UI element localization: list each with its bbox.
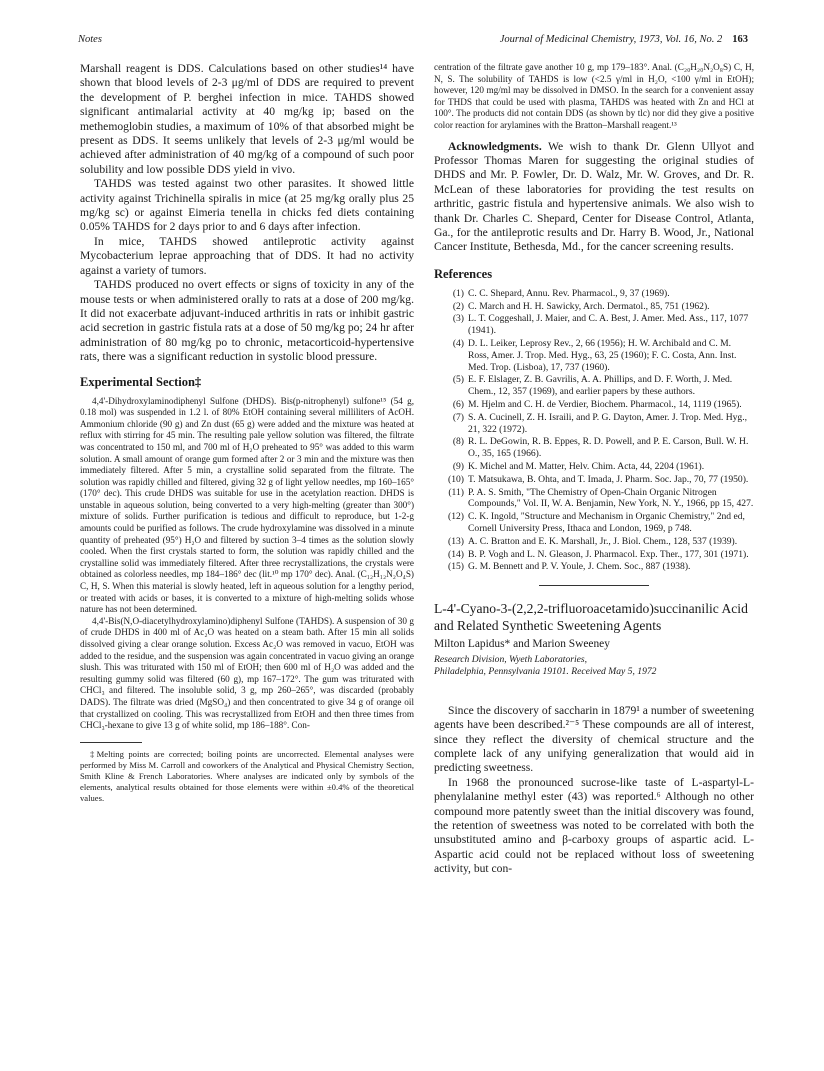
reference-item: (9) K. Michel and M. Matter, Helv. Chim. Acta, 44, 2204 (1961). <box>452 460 705 472</box>
references-list <box>434 288 754 573</box>
reference-item: (10) T. Matsukawa, B. Ohta, and T. Imada, J. Pharm. Soc. Jap., 70, 77 (1950). <box>448 473 749 485</box>
authors: Milton Lapidus* and Marion Sweeney <box>434 638 610 651</box>
section-label: Notes <box>78 34 102 45</box>
reference-item: (2) C. March and H. H. Sawicky, Arch. Dermatol., 85, 751 (1962). <box>452 300 710 312</box>
article-title: L-4'-Cyano-3-(2,2,2-trifluoroacetamido)succinanilic Acid and Related Synthetic Sweetening Agents <box>434 601 748 634</box>
article-separator <box>539 585 649 586</box>
reference-item: (14) B. P. Vogh and L. N. Gleason, J. Pharmacol. Exp. Ther., 177, 301 (1971). <box>448 548 749 560</box>
continuation-paragraph: centration of the filtrate gave another 10 g, mp 179–183°. Anal. (C₂₀H₂₀N₂O₈S) C, H, N, S. The solubility of TAHDS is low (<2.5 γ/ml in H₂O, <100 γ/ml in EtOH); however, 120 mg/ml may be dissolved in DMSO. In the search for a convenient assay for THDS that could be used with plasma, TAHDS was heated with Zn and HCl at 100°. The products did not contain DDS (as shown by tlc) nor did they give a positive color reaction for arylamines with the Bratton–Marshall reagent.¹³ <box>434 62 754 130</box>
paragraph: In mice, TAHDS showed antileprotic activity against Mycobacterium leprae approaching that of DDS. It had no activity against a variety of tumors. <box>80 234 414 277</box>
reference-item: (8) R. L. DeGowin, R. B. Eppes, R. D. Powell, and P. E. Carson, Bull. W. H. O., 35, 165 (1966). <box>452 436 749 460</box>
experimental-heading: Experimental Section‡ <box>80 374 202 389</box>
reference-item: (12) C. K. Ingold, "Structure and Mechanism in Organic Chemistry," 2nd ed, Cornell University Press, Ithaca and London, 1969, p 748. <box>448 511 745 534</box>
paragraph: TAHDS produced no overt effects or signs of toxicity in any of the mouse tests or when administered orally to rats at a dose of 200 mg/kg. It did not exacerbate adjuvant-induced arthritis in rats or inhibit gastric acid secretion in gastric fistula rats at a dose of 50 mg/kg po; 24 hr after administration of 80 mg/kg po to chronic, metacorticoid-hypertensive rats, there was a significant reduction in systolic blood pressure. <box>80 278 414 364</box>
acknowledgments <box>434 140 754 255</box>
page-number: 163 <box>732 34 748 45</box>
reference-item: (3) L. T. Coggeshall, J. Maier, and C. A. Best, J. Amer. Med. Ass., 117, 1077 (1941). <box>452 313 749 337</box>
journal-citation <box>500 34 748 45</box>
footnote-rule <box>80 742 142 743</box>
affiliation: Research Division, Wyeth Laboratories, Philadelphia, Pennsylvania 19101. Received May 5, 1972 <box>434 654 657 677</box>
reference-item: (1) C. C. Shepard, Annu. Rev. Pharmacol., 9, 37 (1969). <box>452 287 670 299</box>
acknowledgments-heading: Acknowledgments. <box>448 139 542 153</box>
right-column <box>434 62 754 877</box>
article-paragraph: In 1968 the pronounced sucrose-like taste of L-aspartyl-L-phenylalanine methyl ester (43) was reported.⁶ Although no other compound more patently sweet than the initial discovery was found, the retention of sweetness was noted to be correlated with both the unsubstituted amino and β-carboxy groups of aspartic acid. L-Aspartic acid could not be replaced without loss of sweetening activity, but con- <box>434 775 754 876</box>
journal-name: Journal of Medicinal Chemistry, 1973, Vol. 16, No. 2 <box>499 34 723 45</box>
reference-item: (6) M. Hjelm and C. H. de Verdier, Biochem. Pharmacol., 14, 1119 (1965). <box>452 398 742 410</box>
reference-item: (15) G. M. Bennett and P. V. Youle, J. Chem. Soc., 887 (1938). <box>448 561 691 573</box>
reference-item: (13) A. C. Bratton and E. K. Marshall, Jr., J. Biol. Chem., 128, 537 (1939). <box>448 535 738 547</box>
paragraph: Marshall reagent is DDS. Calculations based on other studies¹⁴ have shown that blood levels of 2-3 μg/ml of DDS are required to prevent the development of P. berghei infection in mice. TAHDS showed significant antimalarial activity at 40 mg/kg ip; based on the methemoglobin studies, a maximum of 10% of that absorbed might be present as DDS. It seems unlikely that levels of 2-3 μg/ml would be achieved after administration of 40 mg/kg of a compound of such poor solubility and low possible DDS yield in vivo. <box>80 62 414 176</box>
acknowledgments-text: We wish to thank Dr. Glenn Ullyot and Professor Thomas Maren for suggesting the original studies of DHDS and Mr. P. Fowler, Dr. D. Walz, Mr. W. Groves, and Dr. R. McLean of these laboratories for providing the test results on arthritic, gastric fistula and hypertensive animals. We also wish to thank Dr. Charles C. Shepard, Center for Disease Control, Atlanta, Ga., for the antileprotic results and Dr. Harry B. Wood, Jr., National Cancer Institute, Bethesda, Md., for the cancer screening results. <box>434 139 754 254</box>
article-paragraph: Since the discovery of saccharin in 1879¹ a number of sweetening agents have been described.²⁻⁵ These compounds are all of interest, since they reflect the diversity of chemical structure and the complete lack of any unifying generalization that would aid in predicting sweetness. <box>434 703 754 775</box>
reference-item: (11) P. A. S. Smith, "The Chemistry of Open-Chain Organic Nitrogen Compounds," Vol. II, W. A. Benjamin, New York, N. Y., 1966, pp 15, 427. <box>448 486 754 510</box>
footnote: ‡Melting points are corrected; boiling points are uncorrected. Elemental analyses were performed by Miss M. Carroll and coworkers of the Analytical and Physical Chemistry Section, Smith Kline & French Laboratories. Where analyses are indicated only by symbols of the elements, analytical results obtained for those elements were within ±0.4% of the theoretical values. <box>80 748 414 803</box>
reference-item: (5) E. F. Elslager, Z. B. Gavrilis, A. A. Phillips, and D. F. Worth, J. Med. Chem., 12, 357 (1969), and earlier papers by these authors. <box>452 374 733 398</box>
references-heading: References <box>434 266 493 281</box>
left-column <box>80 62 414 804</box>
reference-item: (4) D. L. Leiker, Leprosy Rev., 2, 66 (1956); H. W. Archibald and C. M. Ross, Amer. J. Trop. Med. Hyg., 63, 25 (1960); F. C. Costa, Ann. Inst. Med. Trop. (Lisboa), 17, 737 (1960). <box>452 338 737 373</box>
reference-item: (7) S. A. Cucinell, Z. H. Israili, and P. G. Dayton, Amer. J. Trop. Med. Hyg., 21, 322 (1972). <box>452 411 748 435</box>
paragraph: TAHDS was tested against two other parasites. It showed little activity against Trichinella spiralis in mice (at 25 mg/kg orally plus 25 mg/kg sc) or against Eimeria tenella in chicks fed diets containing 0.05% TAHDS for 2 days prior to and 6 days after infection. <box>80 177 414 234</box>
page-header <box>78 34 748 50</box>
experimental-paragraph: 4,4'-Bis(N,O-diacetylhydroxylamino)diphenyl Sulfone (TAHDS). A suspension of 30 g of crude DHDS in 400 ml of Ac₂O was heated on a steam bath. After 15 min all solids dissolved giving a clear orange solution. Excess Ac₂O was removed in vacuo, EtOH was added to the residue, and the suspension was again concentrated in vacuo giving an orange slush. This was triturated with 150 ml of EtOH; then 600 ml of H₂O was added and the resulting gummy solid was filtered (60 g), mp 167–172°. The gum was triturated with CHCl₃ and filtered. The insoluble solid, 3 g, mp 260–265°, was discarded (probably DADS). The filtrate was dried (MgSO₄) and then concentrated to give 34 g of orange oil that crystallized on cooling. This was recrystallized from EtOH and then three times from CHCl₃-hexane to give 13 g of white solid, mp 186–188°. Con- <box>80 615 414 731</box>
experimental-paragraph: 4,4'-Dihydroxylaminodiphenyl Sulfone (DHDS). Bis(p-nitrophenyl) sulfone¹⁵ (54 g, 0.18 mol) was suspended in 1.2 l. of 80% EtOH containing several milliliters of AcOH. Ammonium chloride (90 g) and Zn dust (65 g) were added and the mixture was heated at reflux with stirring for 45 min. The resulting pale yellow solution was filtered, the filtrate was concentrated to 150 ml, and 700 ml of H₂O preheated to 95° was added to this warm solution. A small amount of orange gum formed after 2 or 3 min and the mixture was then immediately filtered. After 5 min, a crystalline solid separated from the filtrate. The solution was rapidly chilled and filtered, giving 32 g of light yellow needles, mp 160–165° (170° dec). This crude DHDS was suitable for use in the acetylation reaction. DHDS is unstable in aqueous solution, being converted to a very high-melting (greater than 300°) mixture of solids. Further purification is tedious and difficult to reproduce, but 1-2-g amounts could be purified as follows. The crude hydroxylamine was dissolved in a minute quantity of preheated (95°) H₂O and filtered by suction 3–4 times as the solution slowly cooled. When the first crystals started to form, the solution was rapidly chilled and the crystalline solid was immediately filtered. After three recrystallizations, the crystals were obtained as colorless needles, mp 184–186° dec (lit.¹⁰ mp 170° dec). Anal. (C₁₂H₁₂N₂O₄S) C, H, S. When this material is slowly heated, left in aqueous solution for a lengthy period, or treated with acids or bases, it is converted to a mixture of high-melting solids whose nature has not been determined. <box>80 395 414 615</box>
